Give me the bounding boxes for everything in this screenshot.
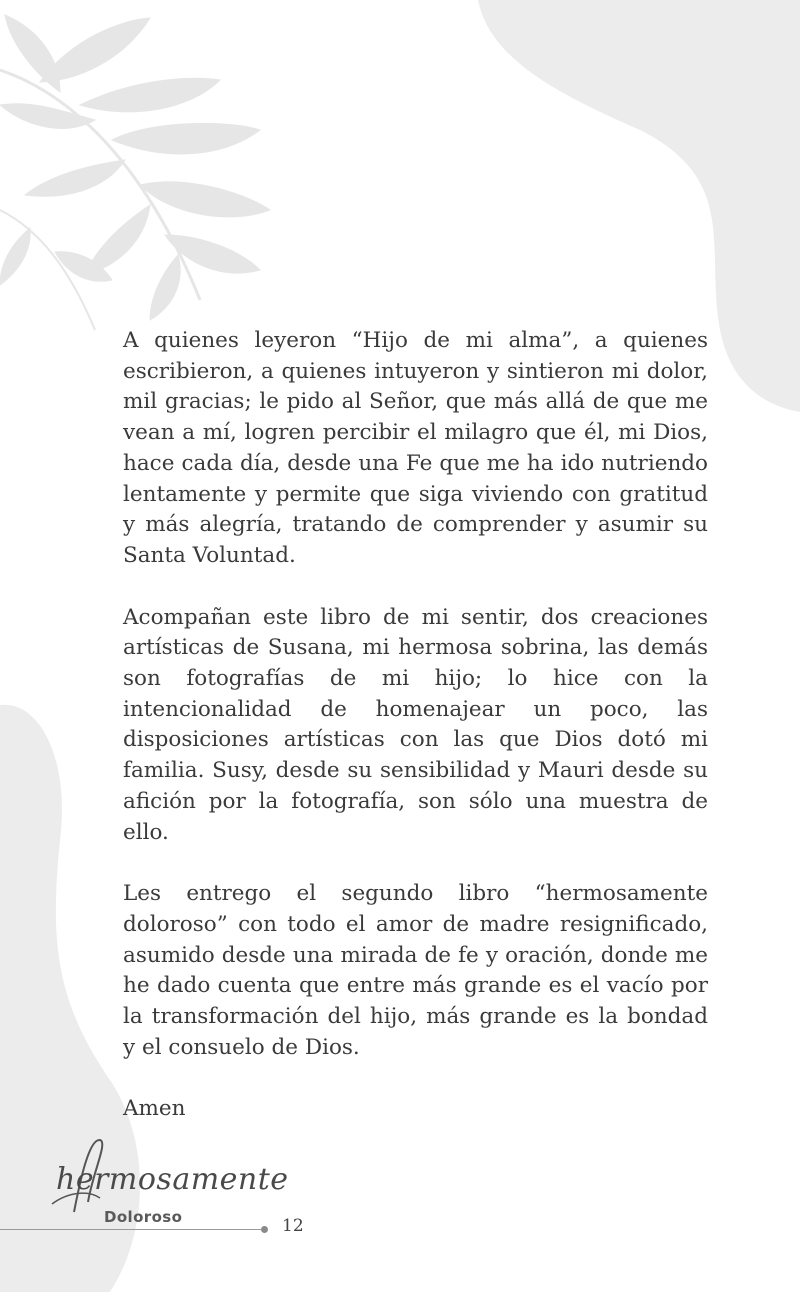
page-number: 12 bbox=[282, 1216, 304, 1236]
logo-subtitle: Doloroso bbox=[104, 1208, 183, 1226]
paragraph-3: Les entrego el segundo libro “hermosamente doloroso” con todo el amor de madre resignificado, asumido desde una mirada de fe y oración, donde me he dado cuenta que entre más grande es el vacío por la transformación del hijo, más grande es la bondad y el consuelo de Dios. bbox=[123, 881, 708, 1060]
leaf-branch-icon bbox=[0, 15, 270, 330]
paragraph-closing: Amen bbox=[123, 1096, 186, 1122]
paragraph-2: Acompañan este libro de mi sentir, dos creaciones artísticas de Susana, mi hermosa sobrina, las demás son fotografías de mi hijo; lo hice con la intencionalidad de homenajear un poco, las disposiciones artísticas con las que Dios dotó mi familia. Susy, desde su sensibilidad y Mauri desde su afición por la fotografía, son sólo una muestra de ello. bbox=[123, 604, 708, 845]
main-text bbox=[123, 326, 708, 1125]
logo-script-text: hermosamente bbox=[56, 1162, 289, 1197]
paragraph-1: A quienes leyeron “Hijo de mi alma”, a quienes escribieron, a quienes intuyeron y sintieron mi dolor, mil gracias; le pido al Señor, que más allá de que me vean a mí, logren percibir el milagro que él, mi Dios, hace cada día, desde una Fe que me ha ido nutriendo lentamente y permite que siga viviendo con gratitud y más alegría, tratando de comprender y asumir su Santa Voluntad. bbox=[123, 328, 708, 568]
footer-rule bbox=[0, 1229, 264, 1230]
footer-dot-icon bbox=[261, 1226, 268, 1233]
